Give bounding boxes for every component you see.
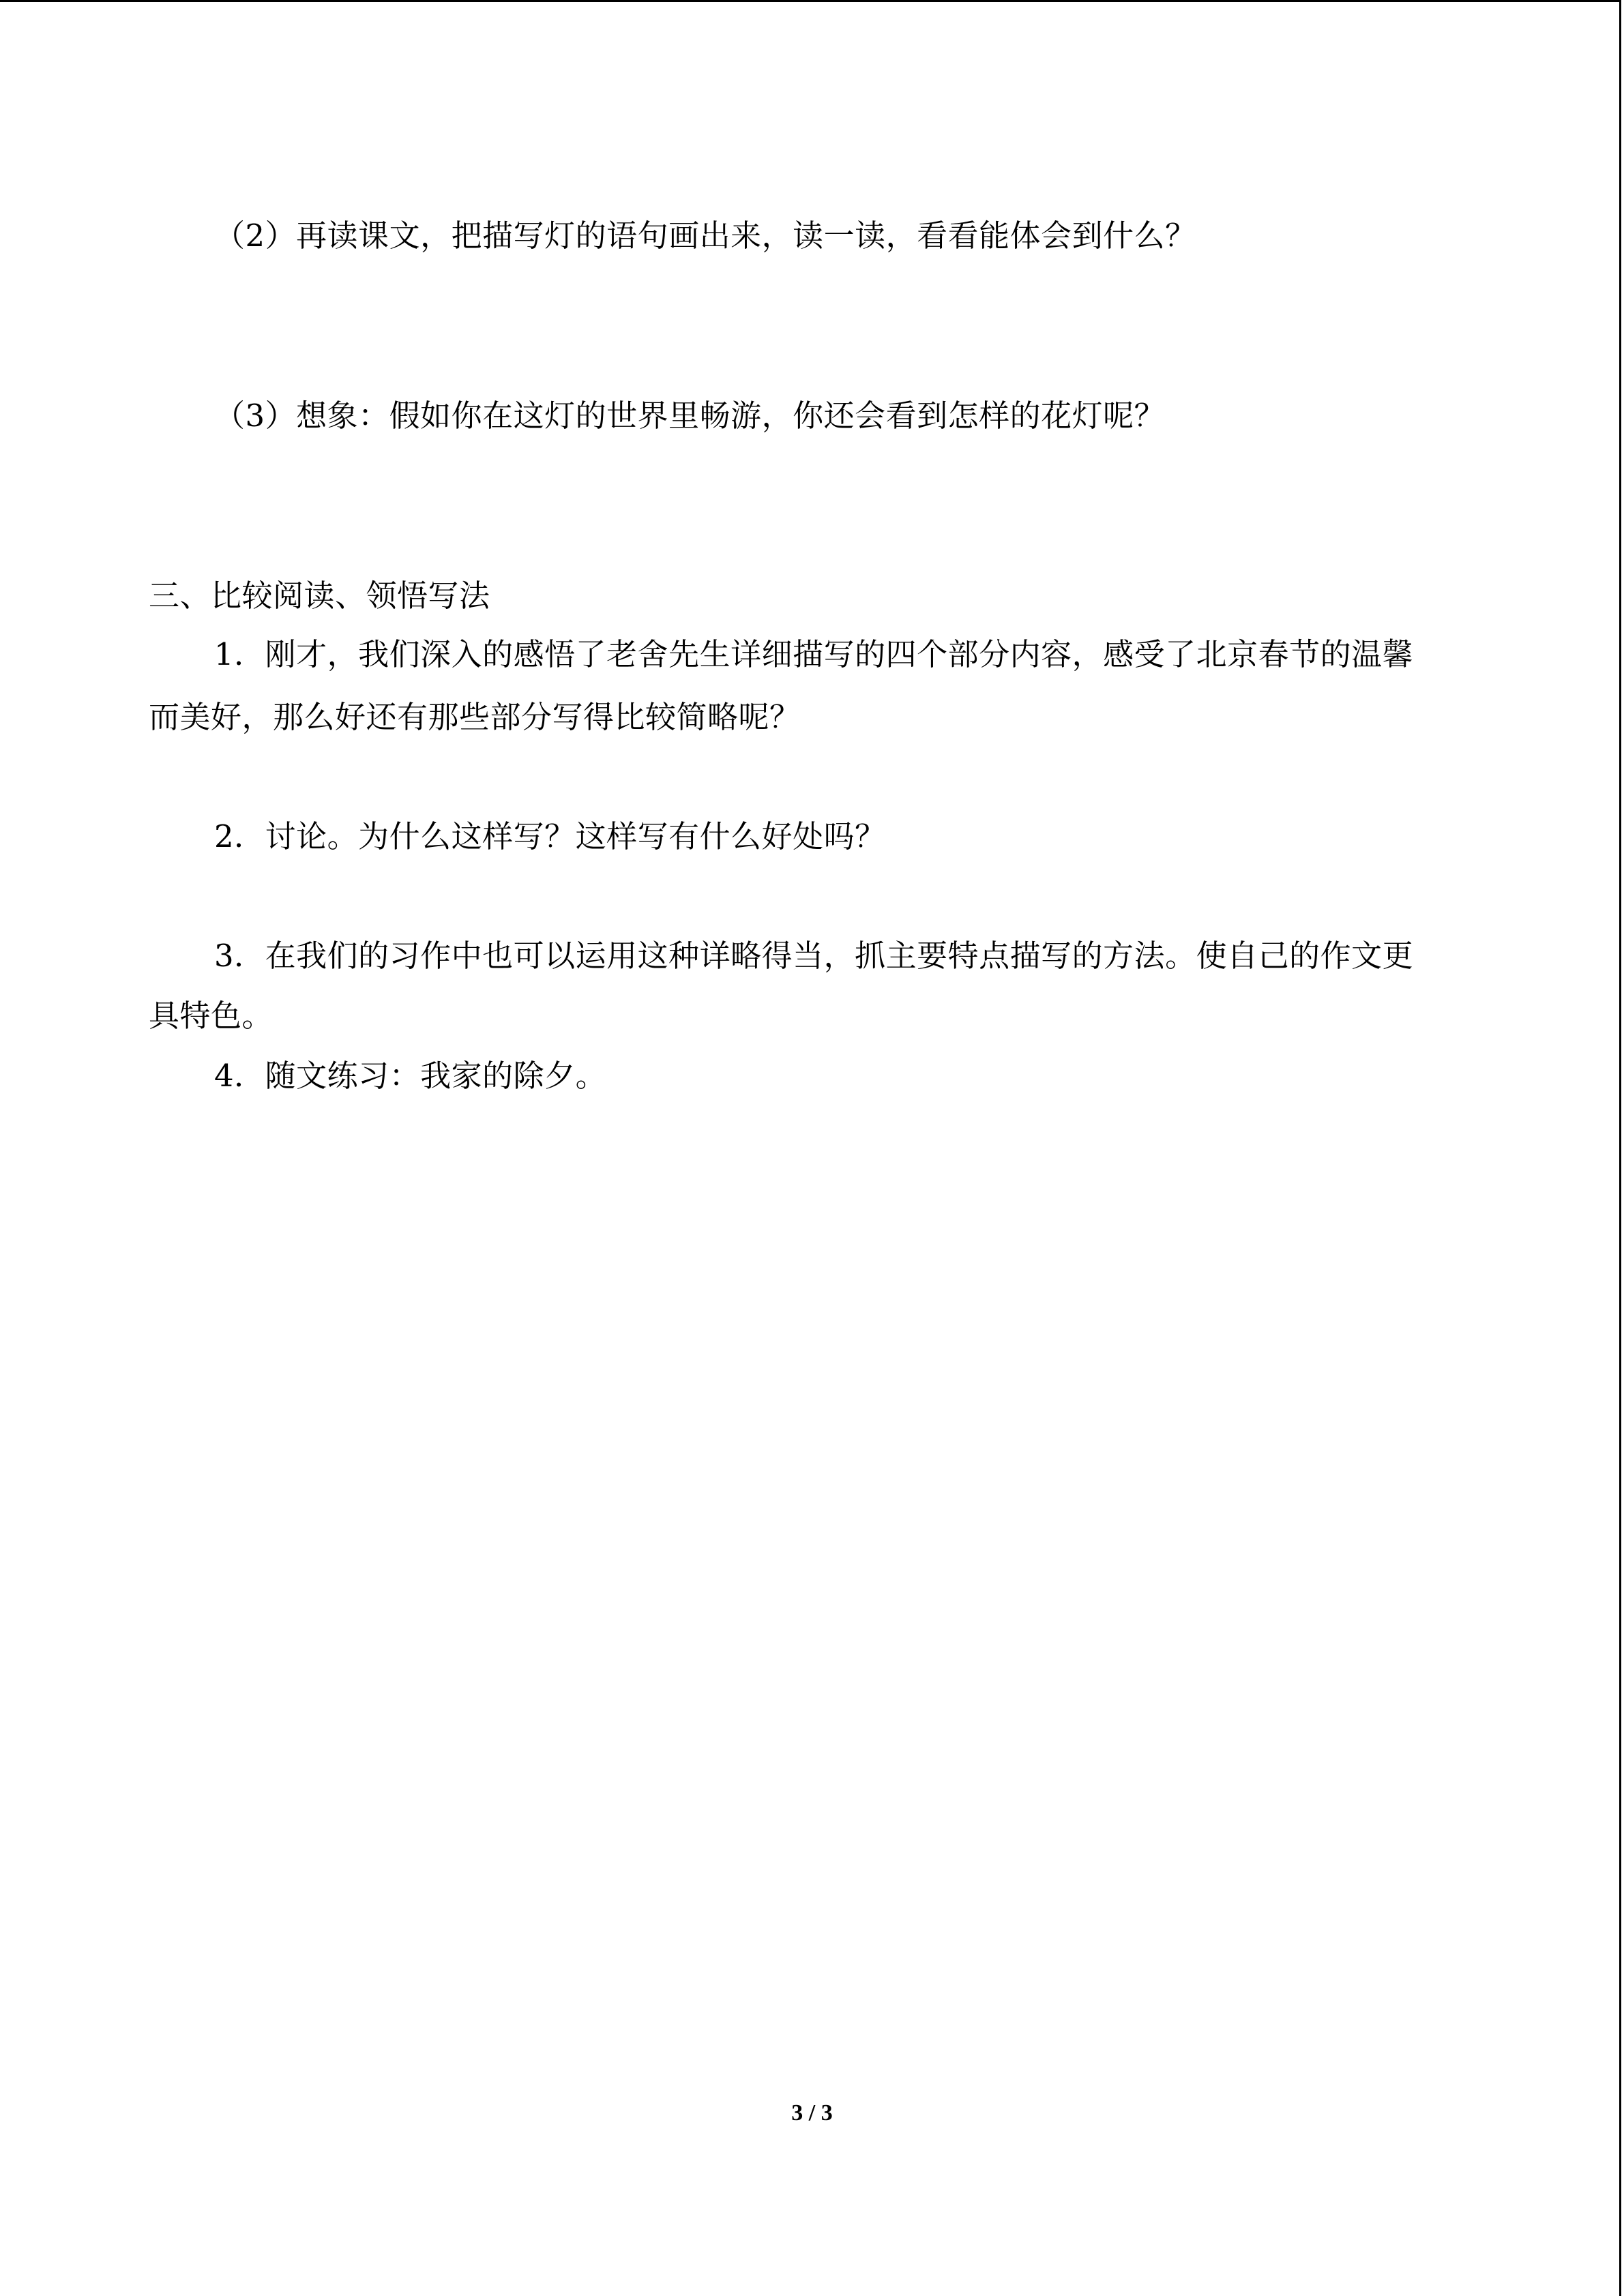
question-3: （3）想象：假如你在这灯的世界里畅游，你还会看到怎样的花灯呢？ [214,398,1166,434]
item-4: 4．随文练习：我家的除夕。 [214,1058,607,1094]
page-number: 3 / 3 [791,2100,833,2126]
question-2: （2）再读课文，把描写灯的语句画出来，读一读，看看能体会到什么？ [214,218,1196,254]
item-2: 2．讨论。为什么这样写？这样写有什么好处吗？ [214,818,886,854]
item-1-line-1: 1．刚才，我们深入的感悟了老舍先生详细描写的四个部分内容，感受了北京春节的温馨 [214,636,1414,672]
item-3-line-2: 具特色。 [149,998,274,1034]
item-3-line-1: 3．在我们的习作中也可以运用这种详略得当，抓主要特点描写的方法。使自己的作文更 [214,938,1414,974]
item-1-line-2: 而美好，那么好还有那些部分写得比较简略呢？ [149,699,801,735]
section-3-heading: 三、比较阅读、领悟写法 [149,578,490,614]
